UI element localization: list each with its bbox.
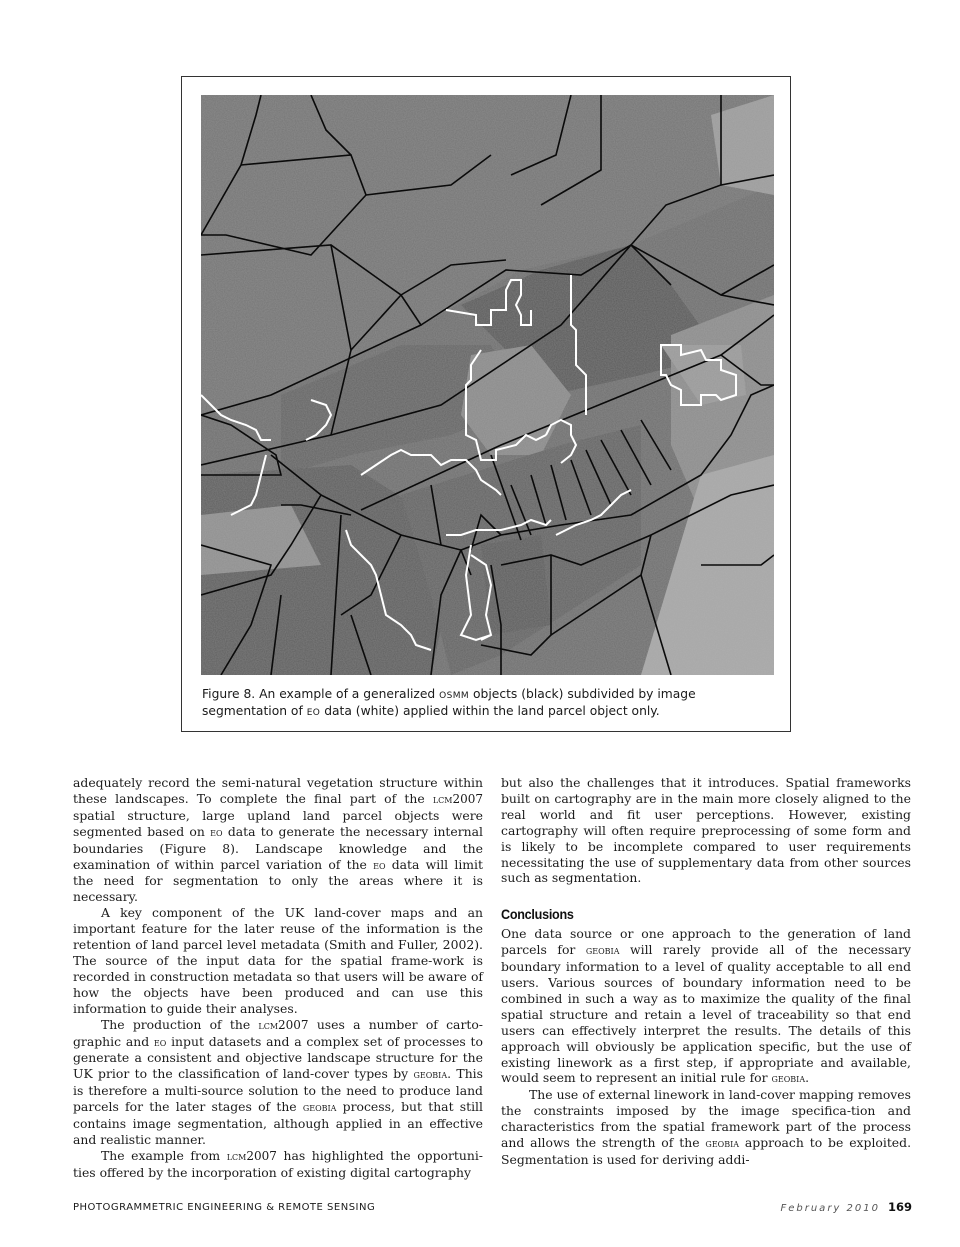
right-paragraph-2 [501,926,911,1087]
caption-abbr-osmm: osmm [439,687,470,701]
abbr-lcm2007: lcm2007 [432,791,483,806]
abbr-geobia: geobia [413,1067,448,1082]
section-heading-conclusions: Conclusions [501,906,574,923]
text-run: will rarely provide all of the necessary boundary information to a level of quality acceptable to all end users. Various sources of boundary information need to be combined in such a way as to maximize the quality of the final spatial structure and retain a level of traceability so that end users can effectively interpret the results. The details of this approach will obviously be application specific, but the use of existing linework as a first step, if appropriate and available, would seem to represent an initial rule for [501,942,911,1086]
left-paragraph-1 [73,775,483,905]
footer-right [780,1200,912,1214]
text-run: adequately record the semi-natural vegetation structure within these landscapes. To complete the final part of the [73,775,483,806]
figure-8-segmentation-image [201,95,774,675]
abbr-geobia: geobia [302,1100,337,1115]
text-run: approach to be exploited. Segmentation is used for deriving addi- [501,1135,912,1167]
text-run: process, but that still contains image segmentation, although applied in an effective and realistic manner. [73,1099,483,1147]
abbr-geobia: geobia [771,1071,806,1086]
text-run: uses a number of carto-graphic and [73,1016,483,1049]
abbr-eo: eo [153,1034,167,1049]
left-paragraph-4 [73,1148,483,1181]
text-run: . This is therefore a multi-source solution to the need to produce land parcels for the later stages of the [73,1066,483,1115]
caption-abbr-eo: eo [306,704,321,718]
text-run: . [805,1070,810,1086]
footer-journal-name: PHOTOGRAMMETRIC ENGINEERING & REMOTE SENSING [73,1202,376,1213]
caption-text-2: objects (black) subdivided by image segmentation of [202,687,696,718]
text-run: The use of external linework in land-cover mapping removes the constraints imposed by the image specifica-tion and characteristics from the spatial framework part of the process and allows the strength of the [501,1087,911,1151]
text-run: input datasets and a complex set of processes to generate a consistent and objective landscape structure for the UK prior to the classification of land-cover types by [73,1033,484,1082]
left-column [73,775,483,1181]
left-paragraph-2: A key component of the UK land-cover maps and an important feature for the later reuse of the information is the retention of land parcel level metadata (Smith and Fuller, 2002). The source of the input data for the spatial frame-work is recorded in construction metadata so that users will be aware of how the objects have been produced and can use this information to guide their analyses. [73,905,483,1016]
page-number: 169 [887,1200,912,1214]
right-paragraph-1: but also the challenges that it introduces. Spatial frameworks built on cartography are in the main more closely aligned to the real world and fit user perceptions. However, existing cartography will often require preprocessing of some form and is likely to be incomplete compared to user requirements necessitating the use of supplementary data from other sources such as segmentation. [501,775,911,886]
text-run: The example from [101,1147,227,1163]
abbr-lcm2007: lcm2007 [258,1017,309,1032]
text-run: has highlighted the opportuni-ties offered by the incorporation of existing digital cartography [73,1147,483,1180]
text-run: data to generate the necessary internal boundaries (Figure 8). Landscape knowledge and the examination of within parcel variation of the [73,823,483,872]
text-run: The production of the [101,1016,259,1032]
footer-date: February 2010 [780,1203,880,1214]
figure-caption [202,686,772,720]
segmentation-map-svg [201,95,774,675]
text-run: spatial structure, large upland land parcel objects were segmented based on [73,807,483,839]
caption-text-1: Figure 8. An example of a generalized [202,687,440,701]
caption-text-3: data (white) applied within the land parcel object only. [320,704,660,718]
left-paragraph-3 [73,1017,483,1148]
right-column [501,775,911,1168]
right-paragraph-3 [501,1087,911,1168]
abbr-eo: eo [210,824,223,839]
abbr-lcm2007: lcm2007 [226,1148,277,1163]
text-run: data will limit the need for segmentation to only the areas where it is necessary. [73,856,483,905]
abbr-geobia: geobia [705,1136,740,1151]
text-run: One data source or one approach to the generation of land parcels for [501,926,911,958]
abbr-geobia: geobia [585,943,620,958]
abbr-eo: eo [373,857,386,872]
